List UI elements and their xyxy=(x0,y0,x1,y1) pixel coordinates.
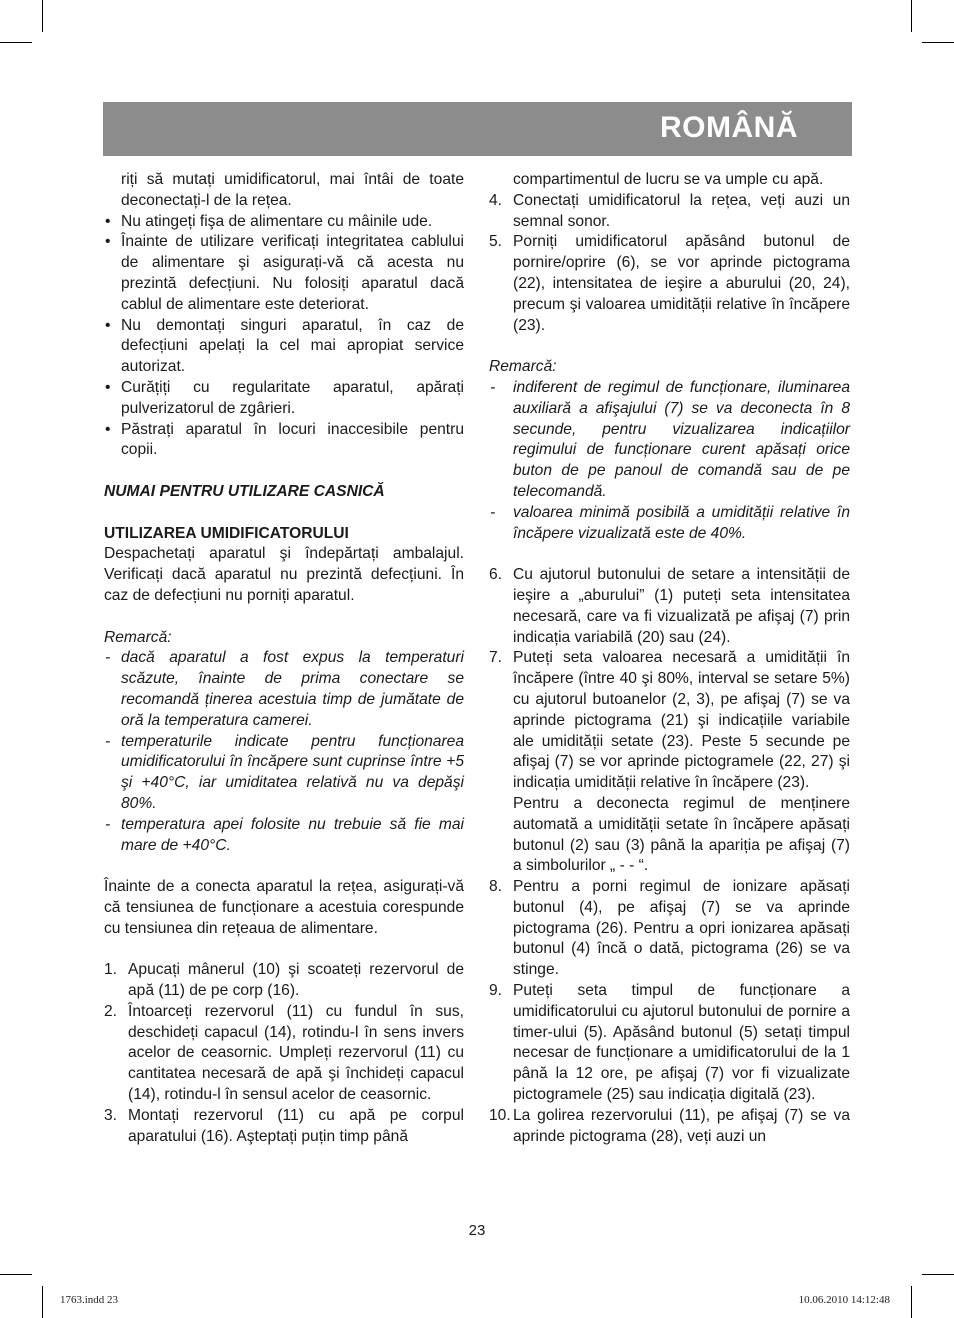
step-number: 3. xyxy=(104,1106,118,1124)
crop-mark xyxy=(42,0,43,32)
step-number: 7. xyxy=(489,649,503,667)
list-item: • Păstrați aparatul în locuri inaccesibile pentru copii. xyxy=(105,420,464,459)
step-number: 10. xyxy=(489,1106,511,1124)
footer-file: 1763.indd 23 xyxy=(60,1294,119,1306)
household-notice: NUMAI PENTRU UTILIZARE CASNICĂ xyxy=(104,482,385,500)
step-item: 2. Întoarceți rezervorul (11) cu fundul în sus, deschideți capacul (14), rotindu-l în sens invers acelor de ceasornic. Umpleți rezervorul (11) cu cantitatea necesară de apă şi închideți capacul (14), rotindu-l în sensul acelor de ceasornic. xyxy=(104,1002,464,1104)
note-item: - dacă aparatul a fost expus la temperaturi scăzute, înainte de prima conectare se recomandă ținerea acestuia timp de jumătate de oră la temperatura camerei. xyxy=(105,649,464,729)
dash-marker: - xyxy=(105,649,111,667)
note-item: - indiferent de regimul de funcționare, iluminarea auxiliară a afişajului (7) se va deconecta în 8 secunde, pentru vizualizarea indicațiilor regimului de funcționare curent apăsați orice buton de pe panoul de comandă sau de pe telecomandă. xyxy=(490,378,850,500)
step-number: 9. xyxy=(489,982,503,1000)
dash-marker: - xyxy=(105,815,111,833)
dash-marker: - xyxy=(490,503,496,521)
crop-mark xyxy=(0,42,32,43)
step-item: 7. Puteți seta valoarea necesară a umidității în încăpere (între 40 şi 80%, interval se setare 5%) cu ajutorul butoanelor (2, 3), pe afişaj (7) se va aprinde pictograma (21) şi indicațiile variabile ale umidității setate (23). Peste 5 secunde pe afişaj (7) se vor aprinde pictogramele (22, 27) şi indicația umidității relative în încăpere (23). Pentru a deconecta regimul de menținere automată a umidității setate în încăpere apăsați butonul (2) sau (3) până la apariția pe afişaj (7) a simbolurilor „ - - “. xyxy=(489,649,850,875)
header-bar xyxy=(103,102,852,156)
page-number: 23 xyxy=(468,1222,486,1239)
step-extra: Pentru a deconecta regimul de menținere automată a umidității setate în încăpere apăsați butonul (2) sau (3) până la apariția pe afişaj (7) a simbolurilor „ - - “. xyxy=(513,794,850,875)
page-title: ROMÂNĂ xyxy=(660,111,798,144)
crop-mark xyxy=(42,1286,43,1318)
list-item: • Nu atingeți fişa de alimentare cu mâinile ude. xyxy=(104,212,464,233)
dash-marker: - xyxy=(490,378,496,396)
crop-mark xyxy=(922,42,954,43)
step-item: 1. Apucați mânerul (10) şi scoateți rezervorul de apă (11) de pe corp (16). xyxy=(104,961,464,1000)
step-item: 10. La golirea rezervorului (11), pe afişaj (7) se va aprinde pictograma (28), veți auzi un xyxy=(489,1106,850,1145)
step-number: 6. xyxy=(489,566,503,584)
continued-text: compartimentul de lucru se va umple cu apă. xyxy=(513,171,824,188)
intro-paragraph: Despachetați aparatul şi îndepărtați ambalajul. Verificați dacă aparatul nu prezintă defecțiuni. În caz de defecțiuni nu porniți aparatul. xyxy=(104,545,464,604)
list-item: • Înainte de utilizare verificați integritatea cablului de alimentare şi asigurați-vă că acesta nu prezintă defecțiuni. Nu folosiți aparatul dacă cablul de alimentare este deteriorat. xyxy=(105,233,464,313)
step-item: 3. Montați rezervorul (11) cu apă pe corpul aparatului (16). Aşteptați puțin timp până xyxy=(104,1106,464,1145)
crop-mark xyxy=(911,1286,912,1318)
continued-text: riți să mutați umidificatorul, mai întâi de toate deconectați-l de la rețea. xyxy=(121,171,464,209)
step-item: 8. Pentru a porni regimul de ionizare apăsați butonul (4), pe afişaj (7) se va aprinde pictograma (26). Pentru a opri ionizarea apăsați butonul (4) încă o dată, pictograma (26) se va stinge. xyxy=(489,878,850,979)
bullet-marker: • xyxy=(105,212,111,230)
step-item: 6. Cu ajutorul butonului de setare a intensității de ieşire a „aburului” (1) puteți seta intensitatea necesară, care va fi vizualizată pe afişaj (7) prin indicația variabilă (20) sau (24). xyxy=(489,566,850,646)
step-number: 1. xyxy=(104,961,118,979)
left-column xyxy=(104,170,464,1147)
note-label: Remarcă: xyxy=(489,358,557,376)
section-heading: UTILIZAREA UMIDIFICATORULUI xyxy=(104,524,349,542)
right-column xyxy=(489,170,850,1147)
bullet-marker: • xyxy=(105,316,111,334)
list-item: • Curățiți cu regularitate aparatul, apărați pulverizatorul de zgârieri. xyxy=(105,378,464,417)
paragraph: Înainte de a conecta aparatul la rețea, asigurați-vă că tensiunea de funcționare a acestuia corespunde cu tensiunea din rețeaua de alimentare. xyxy=(104,878,464,937)
bullet-marker: • xyxy=(105,420,111,438)
note-item: - temperatura apei folosite nu trebuie să fie mai mare de +40°C. xyxy=(105,815,464,854)
step-number: 2. xyxy=(104,1002,118,1020)
step-item: 5. Porniți umidificatorul apăsând butonul de pornire/oprire (6), se vor aprinde pictograma (22), intensitatea de ieşire a aburului (20, 24), precum şi valoarea umidității relative în încăpere (23). xyxy=(489,233,850,334)
crop-mark xyxy=(0,1274,32,1275)
crop-mark xyxy=(911,0,912,32)
step-number: 5. xyxy=(489,233,503,251)
step-item: 9. Puteți seta timpul de funcționare a umidificatorului cu ajutorul butonului de pornire a timer-ului (5). Apăsând butonul (5) setați timpul necesar de funcționare a umidificatorului de la 1 până la 12 ore, pe afişaj (7) vor fi vizualizate pictogramele (25) sau indicația digitală (23). xyxy=(489,982,850,1104)
list-item: • Nu demontați singuri aparatul, în caz de defecțiuni apelați la cel mai apropiat service autorizat. xyxy=(105,316,464,376)
note-item: - valoarea minimă posibilă a umidității relative în încăpere vizualizată este de 40%. xyxy=(490,503,850,542)
note-label: Remarcă: xyxy=(104,628,172,646)
crop-mark xyxy=(922,1274,954,1275)
bullet-marker: • xyxy=(105,233,111,251)
footer-date: 10.06.2010 14:12:48 xyxy=(798,1294,890,1306)
step-number: 4. xyxy=(489,191,503,209)
bullet-marker: • xyxy=(105,378,111,396)
dash-marker: - xyxy=(105,732,111,750)
note-item: - temperaturile indicate pentru funcționarea umidificatorului în încăpere sunt cuprinse între +5 şi +40°C, iar umiditatea relativă nu va depăşi 80%. xyxy=(105,732,464,812)
step-number: 8. xyxy=(489,878,503,896)
step-item: 4. Conectați umidificatorul la rețea, veți auzi un semnal sonor. xyxy=(489,191,850,230)
